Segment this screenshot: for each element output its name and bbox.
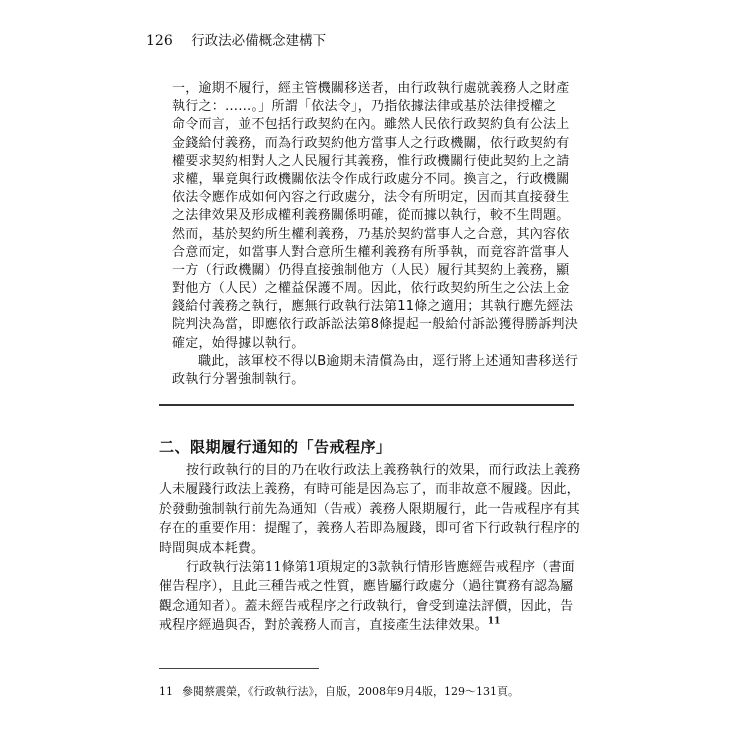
body-line: 對他方（人民）之權益保護不周。因此，依行政契約所生之公法上金	[172, 281, 570, 297]
paragraph-line: 行政執行法第11條第1項規定的3款執行情形皆應經告戒程序（書面	[186, 559, 575, 575]
footnote-divider	[159, 668, 319, 669]
body-line: 權要求契約相對人之人民履行其義務，惟行政機關行使此契約上之請	[172, 153, 570, 169]
body-line: 金錢給付義務，而為行政契約他方當事人之行政機關，依行政契約有	[172, 135, 570, 151]
body-line: 合意而定，如當事人對合意所生權利義務有所爭執，而竟容許當事人	[172, 244, 570, 260]
paragraph-line: 催告程序），且此三種告戒之性質，應皆屬行政處分（過往實務有認為屬	[159, 579, 574, 595]
body-line: 院判決為當，即應依行政訴訟法第8條提起一般給付訴訟獲得勝訴判決	[172, 317, 579, 333]
running-header	[146, 31, 326, 51]
page-number: 126	[146, 33, 173, 49]
body-line: 一方（行政機關）仍得直接強制他方（人民）履行其契約上義務，顯	[172, 262, 570, 278]
paragraph-line-last	[159, 616, 574, 635]
body-line: 依法令應作成如何內容之行政處分，法令有所明定，因而其直接發生	[172, 190, 570, 206]
closing-line: 職此，該軍校不得以B逾期未清償為由，逕行將上述通知書移送行	[198, 353, 579, 369]
paragraph-line: 存在的重要作用：提醒了，義務人若即為履踐，即可省下行政執行程序的	[159, 521, 580, 537]
section-heading: 二、限期履行通知的「告戒程序」	[159, 438, 392, 456]
footnote-text: 參閱蔡震榮，《行政執行法》，自版，2008年9月4版，129～131頁。	[182, 685, 519, 698]
body-line: 之法律效果及形成權利義務關係明確，從而據以執行，較不生問題。	[172, 208, 570, 224]
body-line: 命令而言，並不包括行政契約在內。雖然人民依行政契約負有公法上	[172, 117, 570, 133]
body-line: 錢給付義務之執行，應無行政執行法第11條之適用；其執行應先經法	[172, 299, 574, 315]
body-text-continued	[172, 80, 579, 389]
section-divider	[159, 404, 574, 406]
paragraph-last-text: 戒程序經過與否，對於義務人而言，直接產生法律效果。	[159, 618, 488, 634]
paragraph-line: 人未履踐行政法上義務，有時可能是因為忘了，而非故意不履踐。因此，	[159, 482, 580, 498]
body-line: 求權，畢竟與行政機關依法令作成行政處分不同。換言之，行政機關	[172, 171, 570, 187]
footnote	[159, 684, 519, 700]
paragraph-line: 於發動強制執行前先為通知（告戒）義務人限期履行，此一告戒程序有其	[159, 501, 580, 517]
closing-line: 政執行分署強制執行。	[172, 372, 305, 387]
body-line: 然而，基於契約所生權利義務，乃基於契約當事人之合意，其內容依	[172, 226, 570, 242]
paragraph-line: 按行政執行的目的乃在收行政法上義務執行的效果，而行政法上義務	[186, 463, 581, 478]
footnote-number: 11	[159, 685, 173, 698]
book-title: 行政法必備概念建構下	[191, 33, 327, 49]
section-body	[159, 461, 581, 636]
footnote-reference[interactable]: 11	[487, 616, 501, 627]
body-line: 執行之：……。」所謂「依法令」，乃指依據法律或基於法律授權之	[172, 99, 557, 115]
paragraph-line: 觀念通知者）。蓋未經告戒程序之行政執行，會受到違法評價，因此，告	[159, 598, 574, 614]
body-line: 確定，始得據以執行。	[172, 335, 305, 351]
body-line: 一，逾期不履行，經主管機關移送者，由行政執行處就義務人之財產	[172, 81, 570, 96]
paragraph-line: 時間與成本耗費。	[159, 540, 265, 556]
